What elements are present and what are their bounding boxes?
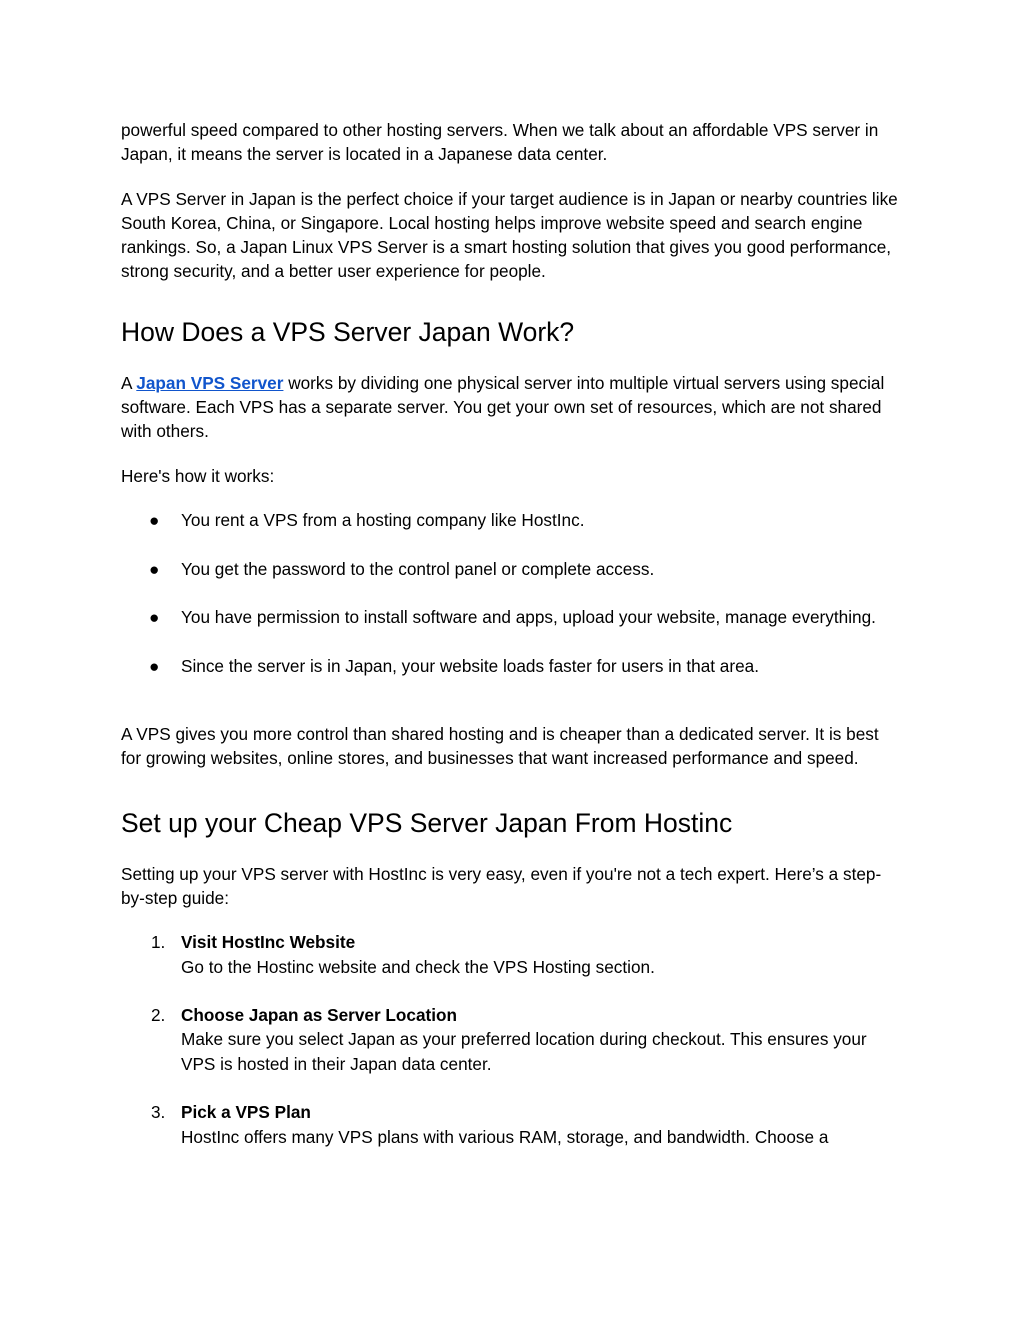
section-1-para-prefix: A xyxy=(121,372,137,393)
step-item xyxy=(121,1003,901,1076)
step-item xyxy=(121,930,901,979)
section-2-heading: Set up your Cheap VPS Server Japan From Hostinc xyxy=(121,807,733,838)
step-title: Choose Japan as Server Location xyxy=(181,1005,458,1026)
step-title: Pick a VPS Plan xyxy=(181,1102,311,1123)
step-number: 2. xyxy=(151,1005,166,1026)
section-1-para-suffix: works by dividing one physical server into multiple virtual servers using special software. Each VPS has a separate server. You get your own set of resources, which are not shared with others. xyxy=(121,372,885,442)
step-number: 1. xyxy=(151,932,166,953)
list-item xyxy=(121,654,901,678)
list-item-text: You have permission to install software and apps, upload your website, manage everything. xyxy=(181,607,876,628)
list-item-text: You get the password to the control panel or complete access. xyxy=(181,558,655,579)
section-1-paragraph xyxy=(121,371,901,444)
list-item-text: Since the server is in Japan, your website loads faster for users in that area. xyxy=(181,655,759,676)
bullet-icon: ● xyxy=(149,607,160,628)
bullet-icon: ● xyxy=(149,509,160,530)
intro-paragraph-2: A VPS Server in Japan is the perfect choice if your target audience is in Japan or nearby countries like South Korea, China, or Singapore. Local hosting helps improve website speed and search engine rankings. So, a Japan Linux VPS Server is a smart hosting solution that gives you good performance, strong security, and a better user experience for people. xyxy=(121,188,898,282)
section-2-intro: Setting up your VPS server with HostInc is very easy, even if you're not a tech expert. Here’s a step-by-step guide: xyxy=(121,863,882,908)
bullet-icon: ● xyxy=(149,558,160,579)
step-body: Go to the Hostinc website and check the VPS Hosting section. xyxy=(181,956,655,977)
step-title: Visit HostInc Website xyxy=(181,932,356,953)
list-item xyxy=(121,557,901,581)
list-item xyxy=(121,605,901,629)
list-intro: Here's how it works: xyxy=(121,465,275,486)
section-1-closing: A VPS gives you more control than shared hosting and is cheaper than a dedicated server. It is best for growing websites, online stores, and businesses that want increased performance and speed. xyxy=(121,724,879,769)
step-item xyxy=(121,1100,901,1149)
list-item xyxy=(121,508,901,532)
intro-paragraph-1: powerful speed compared to other hosting servers. When we talk about an affordable VPS server in Japan, it means the server is located in a Japanese data center. xyxy=(121,120,879,165)
step-number: 3. xyxy=(151,1102,166,1123)
step-body: HostInc offers many VPS plans with various RAM, storage, and bandwidth. Choose a xyxy=(181,1126,829,1147)
japan-vps-server-link[interactable]: Japan VPS Server xyxy=(136,372,284,393)
section-1-heading: How Does a VPS Server Japan Work? xyxy=(121,316,575,347)
how-it-works-list xyxy=(121,508,901,678)
bullet-icon: ● xyxy=(149,655,160,676)
document-page xyxy=(121,118,901,1173)
step-body: Make sure you select Japan as your preferred location during checkout. This ensures your VPS is hosted in their Japan data center. xyxy=(181,1029,867,1074)
list-item-text: You rent a VPS from a hosting company like HostInc. xyxy=(181,509,585,530)
setup-steps-list xyxy=(121,930,901,1149)
